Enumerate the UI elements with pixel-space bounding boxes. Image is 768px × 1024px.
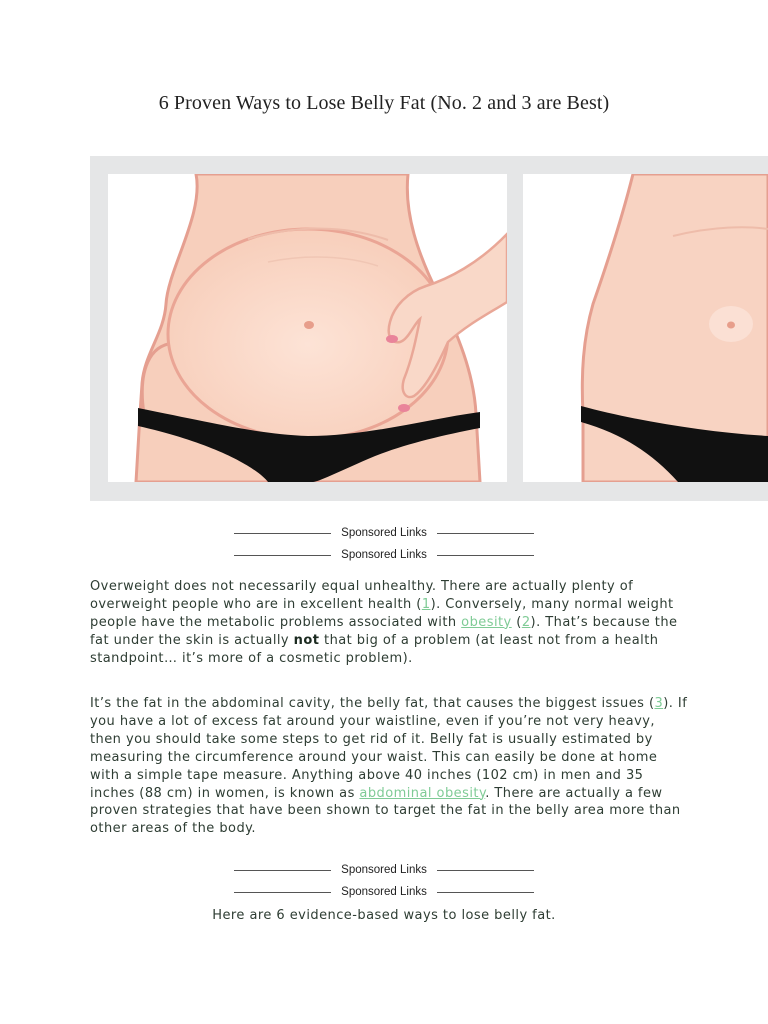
reference-link-1[interactable]: 1 — [421, 596, 431, 612]
belly-fat-illustration — [90, 156, 768, 501]
article-title: 6 Proven Ways to Lose Belly Fat (No. 2 and 3 are Best) — [158, 92, 610, 114]
paragraph-belly-fat: It’s the fat in the abdominal cavity, the belly fat, that causes the biggest issues (3). If you have a lot of excess fat around your waistline, even if you’re not very heavy, then you should take some steps to get rid of it. Belly fat is usually estimated by measuring the circumference around your waist. This can easily be done at home with a simple tape measure. Anything above 40 inches (102 cm) in men and 35 inches (88 cm) in women, is known as abdominal obesity. There are actually a few proven strategies that have been shown to target the fat in the belly area more than other areas of the body. — [90, 696, 688, 837]
sponsored-links-divider — [234, 884, 534, 900]
paragraph-overweight: Overweight does not necessarily equal unhealthy. There are actually plenty of overweight people who are in excellent health (1). Conversely, many normal weight people have the metabolic problems associated with obesity (2). That’s because the fat under the skin is actually not that big of a problem (at least not from a health standpoint… it’s more of a cosmetic problem). — [90, 579, 678, 666]
sponsored-links-divider — [234, 525, 534, 541]
sponsored-links-label: Sponsored Links — [341, 549, 427, 561]
sponsored-links-label: Sponsored Links — [341, 886, 427, 898]
sponsored-links-divider — [234, 547, 534, 563]
sponsored-links-label: Sponsored Links — [341, 527, 427, 539]
emphasis-not: not — [293, 632, 320, 648]
reference-link-2[interactable]: 2 — [521, 614, 531, 630]
abdominal-obesity-link[interactable]: abdominal obesity — [359, 785, 486, 801]
closing-sentence: Here are 6 evidence-based ways to lose belly fat. — [212, 908, 556, 923]
belly-after-image — [523, 174, 768, 482]
belly-before-image — [108, 174, 507, 482]
sponsored-links-label: Sponsored Links — [341, 864, 427, 876]
sponsored-links-divider — [234, 862, 534, 878]
obesity-link[interactable]: obesity — [461, 614, 512, 630]
reference-link-3[interactable]: 3 — [654, 696, 664, 711]
